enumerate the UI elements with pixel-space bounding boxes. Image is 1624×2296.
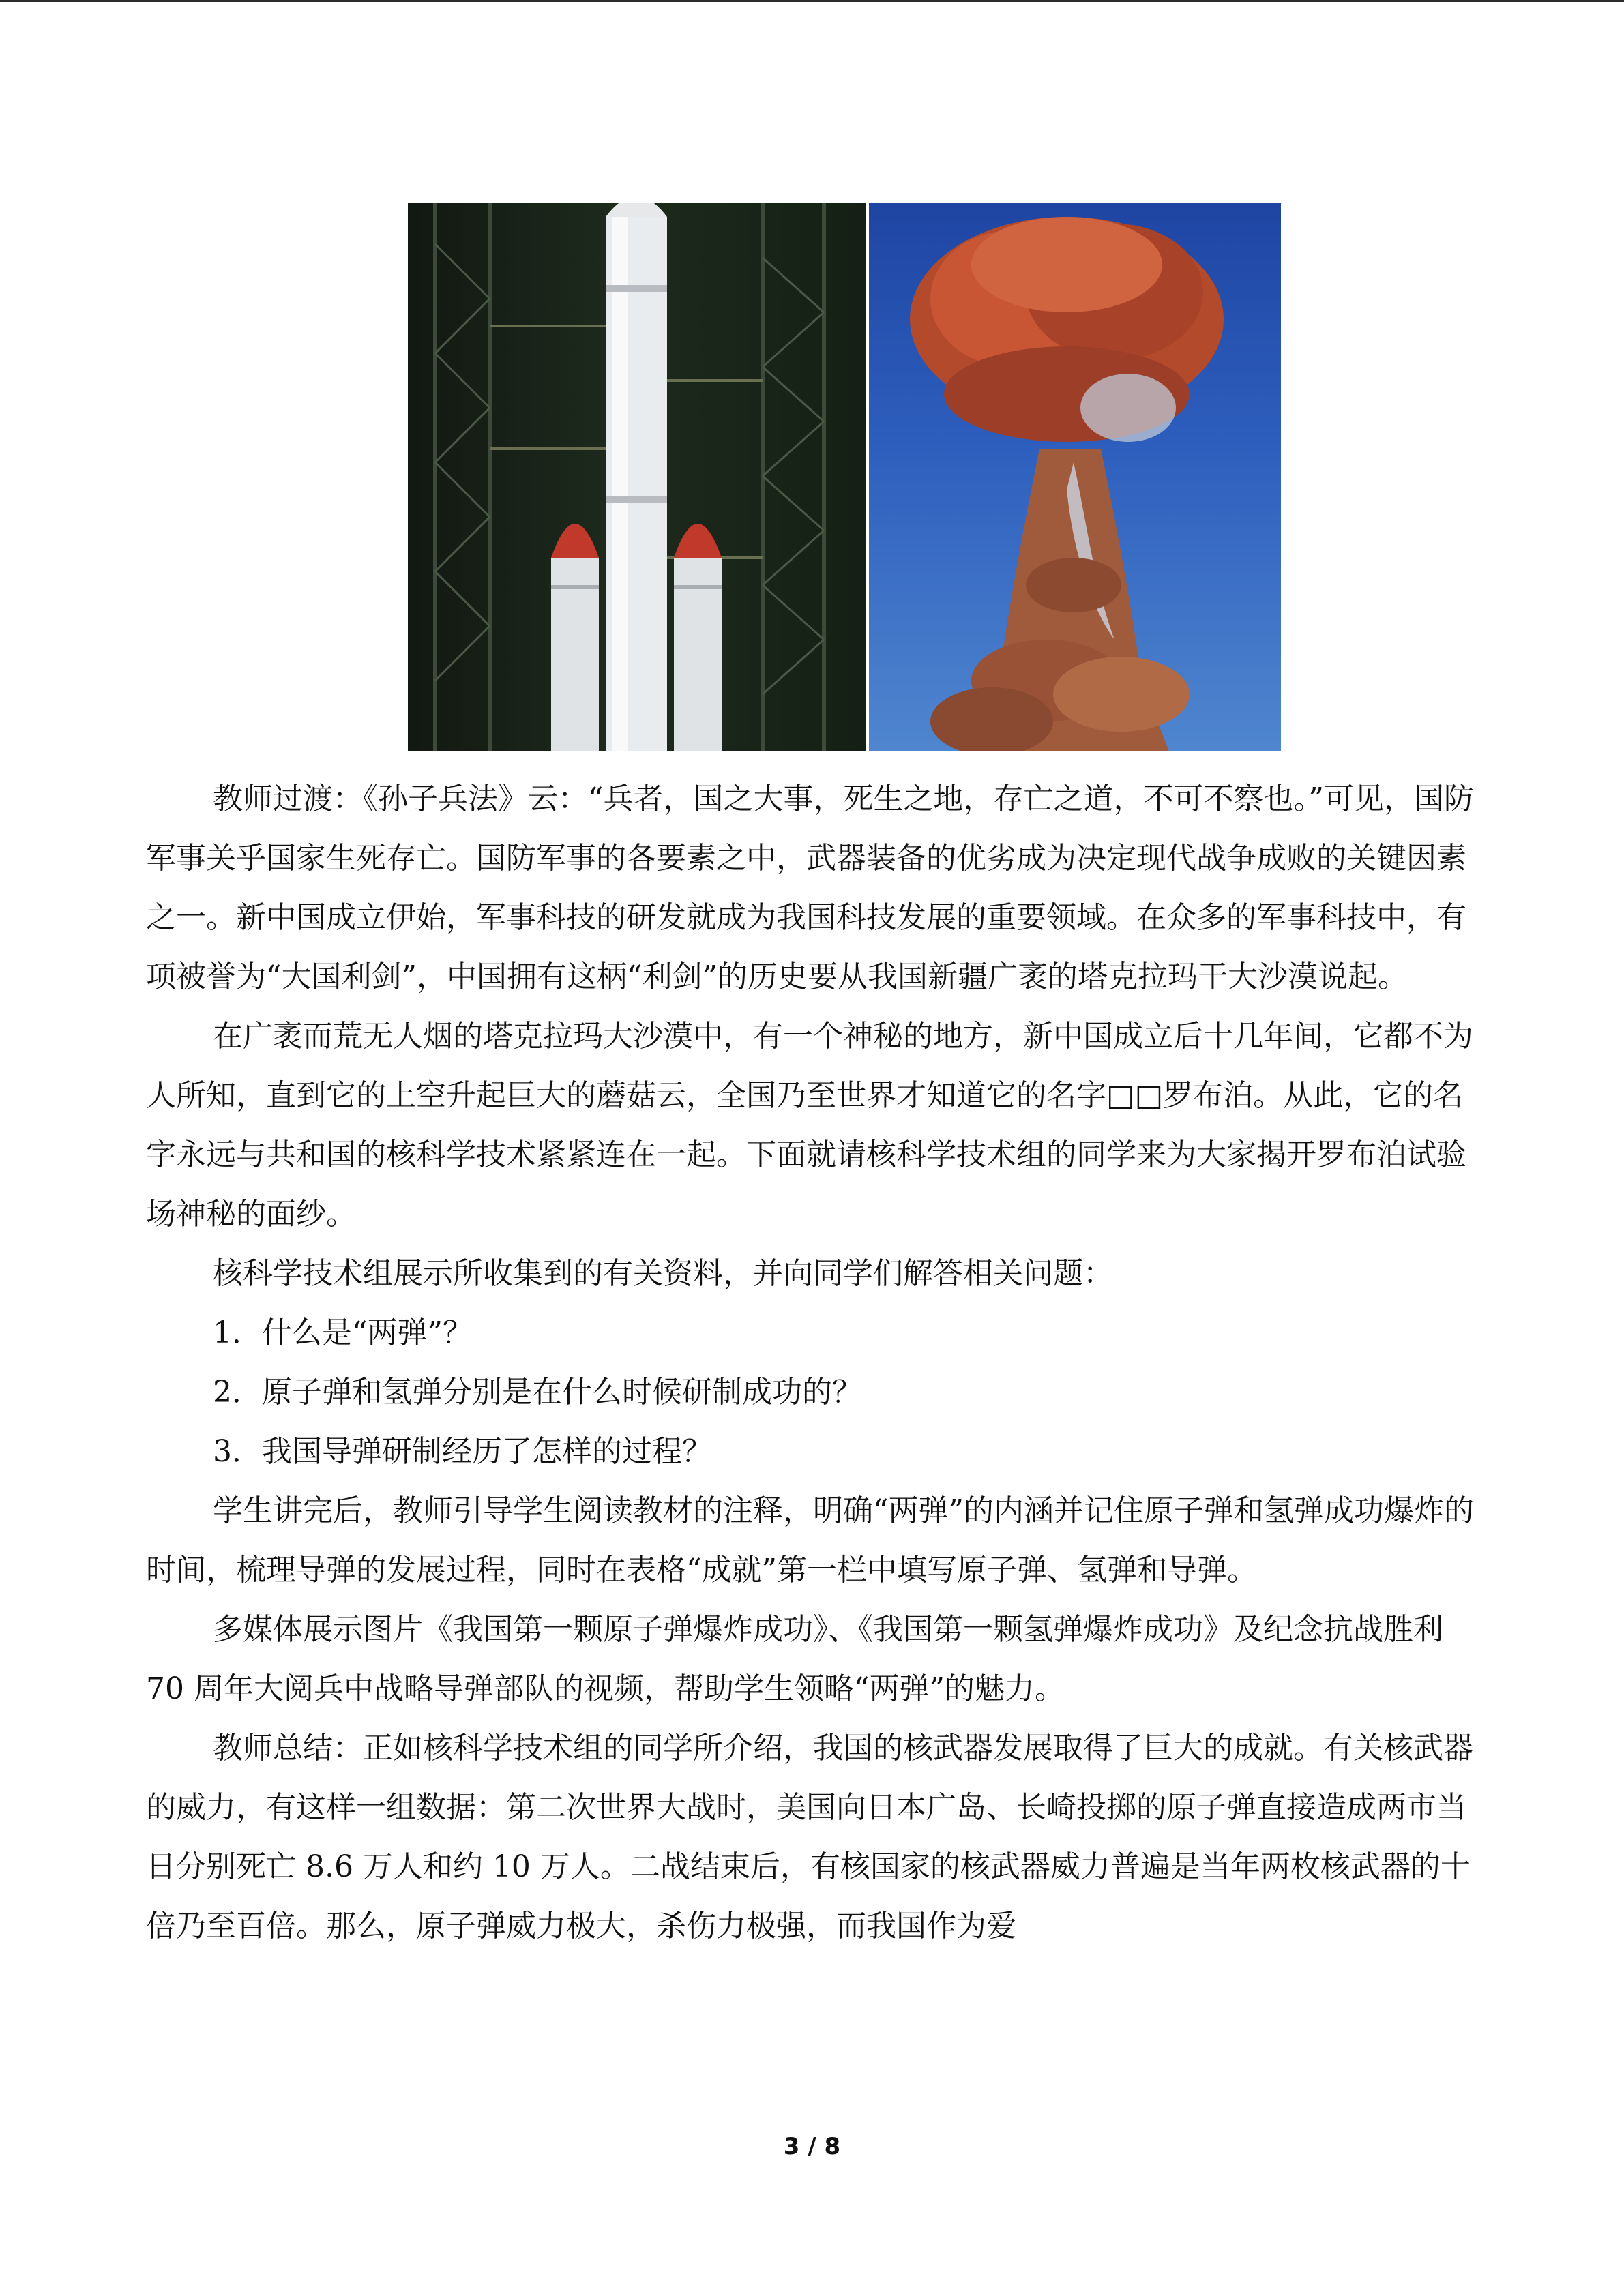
mushroom-cloud-photo: [869, 203, 1281, 751]
paragraph: 多媒体展示图片《我国第一颗原子弹爆炸成功》、《我国第一颗氢弹爆炸成功》及纪念抗战胜利 70 周年大阅兵中战略导弹部队的视频，帮助学生领略“两弹”的魅力。: [146, 1612, 1443, 1706]
paragraph: 教师总结：正如核科学技术组的同学所介绍，我国的核武器发展取得了巨大的成就。有关核武器的威力，有这样一组数据：第二次世界大战时，美国向日本广岛、长崎投掷的原子弹直接造成两市当日分别死亡 8.6 万人和约 10 万人。二战结束后，有核国家的核武器威力普遍是当年两枚核武器的十倍乃至百倍。那么，原子弹威力极大，杀伤力极强，而我国作为爱: [146, 1731, 1473, 1943]
page-number: 3 / 8: [783, 2133, 841, 2160]
question-item: 1．什么是“两弹”？: [213, 1315, 473, 1350]
question-item: 2．原子弹和氢弹分别是在什么时候研制成功的？: [213, 1375, 862, 1410]
paragraph: 在广袤而荒无人烟的塔克拉玛大沙漠中，有一个神秘的地方，新中国成立后十几年间，它都不为人所知，直到它的上空升起巨大的蘑菇云，全国乃至世界才知道它的名字□□罗布泊。从此，它的名字永远与共和国的核科学技术紧紧连在一起。下面就请核科学技术组的同学来为大家揭开罗布泊试验场神秘的面纱。: [146, 1019, 1473, 1232]
rocket-launch-photo: [408, 203, 866, 751]
body-text: [146, 769, 1476, 1956]
figure-rocket-and-mushroom-cloud: [408, 203, 1281, 751]
top-border: [0, 0, 1624, 2]
paragraph: 核科学技术组展示所收集到的有关资料，并向同学们解答相关问题：: [213, 1256, 1113, 1291]
paragraph: 教师过渡：《孙子兵法》云：“兵者，国之大事，死生之地，存亡之道，不可不察也。”可见，国防军事关乎国家生死存亡。国防军事的各要素之中，武器装备的优劣成为决定现代战争成败的关键因素之一。新中国成立伊始，军事科技的研发就成为我国科技发展的重要领域。在众多的军事科技中，有项被誉为“大国利剑”，中国拥有这柄“利剑”的历史要从我国新疆广袤的塔克拉玛干大沙漠说起。: [146, 781, 1474, 994]
paragraph: 学生讲完后，教师引导学生阅读教材的注释，明确“两弹”的内涵并记住原子弹和氢弹成功爆炸的时间，梳理导弹的发展过程，同时在表格“成就”第一栏中填写原子弹、氢弹和导弹。: [146, 1493, 1474, 1587]
question-item: 3．我国导弹研制经历了怎样的过程？: [213, 1434, 712, 1469]
